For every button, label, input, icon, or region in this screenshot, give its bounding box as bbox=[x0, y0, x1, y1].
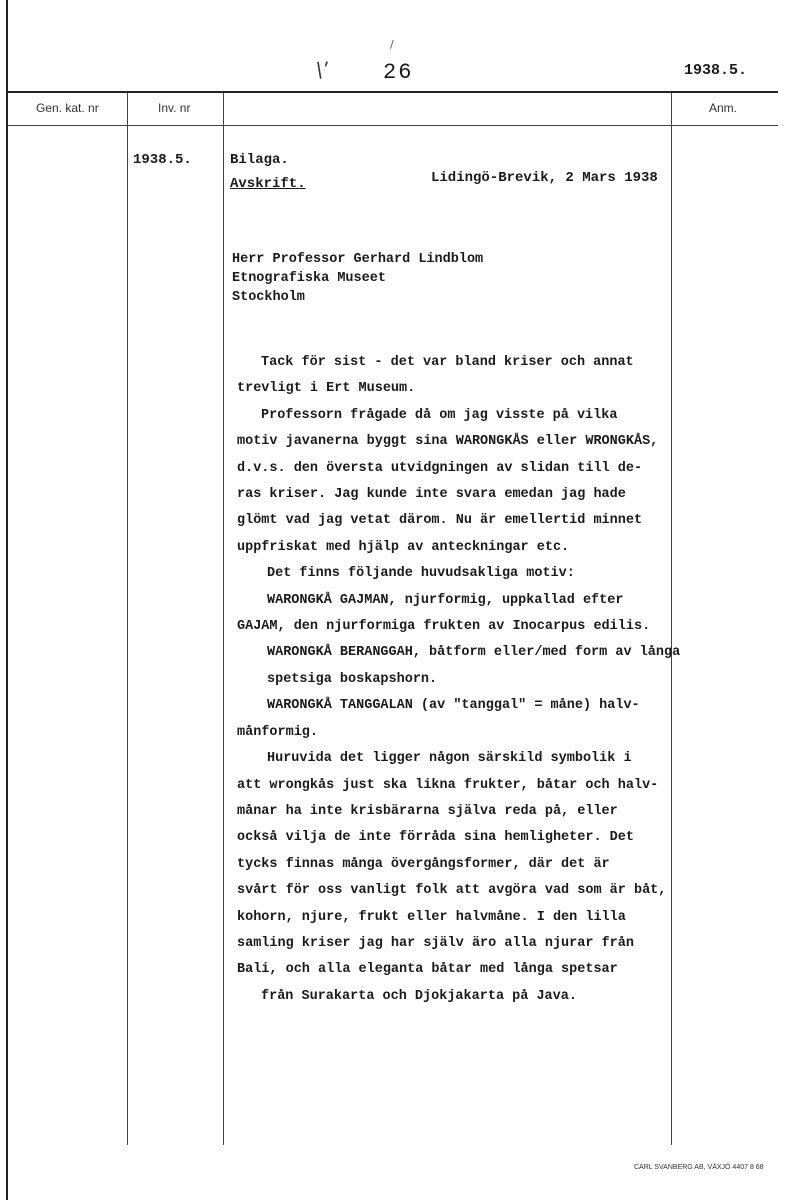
body-line: Professorn frågade då om jag visste på vilka bbox=[261, 407, 618, 423]
letter-body bbox=[237, 350, 707, 1010]
address-line: Herr Professor Gerhard Lindblom bbox=[232, 252, 484, 267]
body-line: samling kriser jag har själv äro alla njurar från bbox=[237, 935, 634, 951]
column-divider-inv bbox=[223, 93, 224, 1145]
body-line: tycks finnas många övergångsformer, där det är bbox=[237, 856, 610, 872]
column-header-inv: Inv. nr bbox=[158, 101, 191, 115]
letter-address bbox=[232, 250, 483, 307]
letter-place-date: Lidingö-Brevik, 2 Mars 1938 bbox=[431, 170, 658, 186]
printer-imprint: CARL SVANBERG AB, VÄXJÖ 4407 8 68 bbox=[634, 1164, 764, 1171]
address-line: Stockholm bbox=[232, 290, 305, 305]
page-number: 26 bbox=[383, 60, 414, 85]
body-line: WARONGKÅ TANGGALAN (av "tanggal" = måne) halv- bbox=[267, 698, 640, 714]
body-line: också vilja de inte förråda sina hemligheter. Det bbox=[237, 830, 634, 846]
binding-rule bbox=[6, 0, 8, 1200]
body-line: motiv javanerna byggt sina WARONGKÅS eller WRONGKÅS, bbox=[237, 434, 659, 450]
column-divider-gen bbox=[127, 93, 128, 1145]
body-line: att wrongkås just ska likna frukter, båtar och halv- bbox=[237, 777, 659, 793]
column-header-anm: Anm. bbox=[709, 101, 738, 115]
body-line: d.v.s. den översta utvidgningen av slidan till de- bbox=[237, 460, 643, 476]
body-line: trevligt i Ert Museum. bbox=[237, 381, 416, 397]
pencil-tick: / bbox=[390, 38, 394, 51]
handwritten-mark: \ʹ bbox=[314, 57, 330, 83]
body-line: WARONGKÅ BERANGGAH, båtform eller/med form av långa bbox=[267, 645, 681, 661]
body-line: månformig. bbox=[237, 724, 319, 740]
body-line: från Surakarta och Djokjakarta på Java. bbox=[261, 988, 577, 1004]
body-line: ras kriser. Jag kunde inte svara emedan jag hade bbox=[237, 487, 626, 503]
transcript-label: Avskrift. bbox=[230, 176, 306, 192]
body-line: Det finns följande huvudsakliga motiv: bbox=[267, 566, 575, 582]
body-line: Tack för sist - det var bland kriser och annat bbox=[261, 355, 634, 370]
body-line: månar ha inte krisbärarna själva reda på, eller bbox=[237, 803, 618, 819]
header-top-rule bbox=[8, 91, 778, 93]
body-line: spetsiga boskapshorn. bbox=[267, 671, 438, 687]
header-bottom-rule bbox=[8, 125, 778, 126]
body-line: glömt vad jag vetat därom. Nu är emellertid minnet bbox=[237, 513, 643, 529]
column-header-gen-kat: Gen. kat. nr bbox=[36, 101, 99, 115]
body-line: Bali, och alla eleganta båtar med långa spetsar bbox=[237, 962, 618, 978]
inventory-number: 1938.5. bbox=[133, 152, 192, 168]
page-reference: 1938.5. bbox=[684, 62, 748, 79]
address-line: Etnografiska Museet bbox=[232, 271, 386, 286]
attachment-label: Bilaga. bbox=[230, 152, 289, 168]
body-line: WARONGKÅ GAJMAN, njurformig, uppkallad efter bbox=[267, 592, 624, 608]
body-line: uppfriskat med hjälp av anteckningar etc. bbox=[237, 539, 570, 555]
body-line: GAJAM, den njurformiga frukten av Inocarpus edilis. bbox=[237, 619, 651, 635]
body-line: svårt för oss vanligt folk att avgöra vad som är båt, bbox=[237, 883, 667, 899]
body-line: kohorn, njure, frukt eller halvmåne. I den lilla bbox=[237, 909, 626, 925]
body-line: Huruvida det ligger någon särskild symbolik i bbox=[267, 751, 632, 767]
